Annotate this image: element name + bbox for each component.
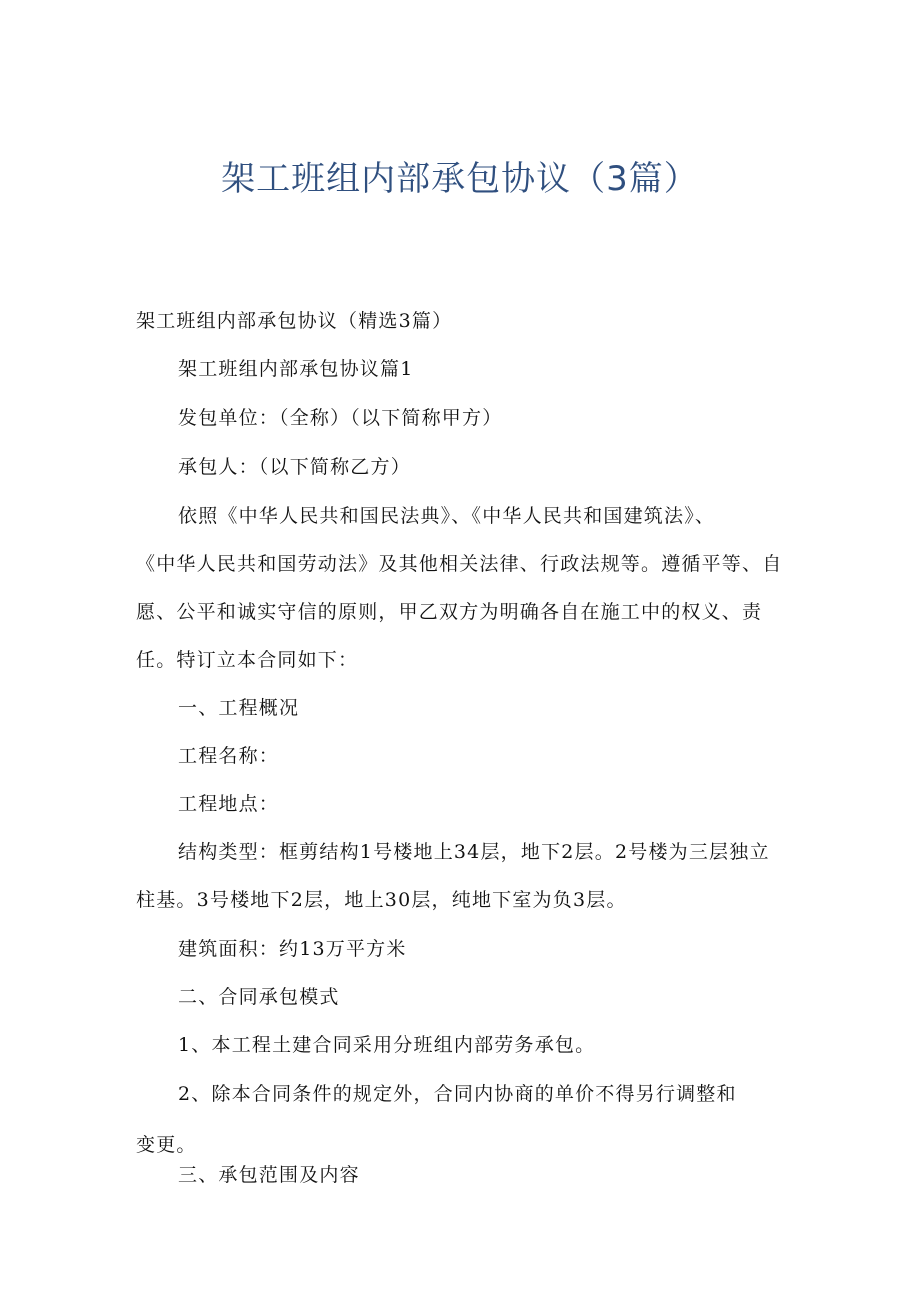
document-line: 三、承包范围及内容 (178, 1164, 360, 1186)
document-line: 结构类型：框剪结构1号楼地上34层，地下2层。2号楼为三层独立 (178, 841, 770, 863)
document-line: 2、除本合同条件的规定外，合同内协商的单价不得另行调整和 (178, 1083, 737, 1105)
document-line: 愿、公平和诚实守信的原则，甲乙双方为明确各自在施工中的权义、责 (136, 601, 763, 623)
document-line: 《中华人民共和国劳动法》及其他相关法律、行政法规等。遵循平等、自 (136, 553, 783, 575)
document-line: 建筑面积：约13万平方米 (178, 938, 407, 960)
document-line: 1、本工程土建合同采用分班组内部劳务承包。 (178, 1034, 596, 1056)
document-line: 任。特订立本合同如下： (136, 649, 359, 671)
document-line: 一、工程概况 (178, 697, 300, 719)
document-line: 柱基。3号楼地下2层，地上30层，纯地下室为负3层。 (136, 889, 627, 911)
document-line: 架工班组内部承包协议篇1 (178, 358, 414, 380)
document-title: 架工班组内部承包协议（3篇） (221, 159, 699, 199)
document-line: 发包单位：（全称）（以下简称甲方） (178, 407, 503, 429)
document-line: 依照《中华人民共和国民法典》、《中华人民共和国建筑法》、 (178, 505, 716, 527)
document-line: 二、合同承包模式 (178, 986, 340, 1008)
document-line: 变更。 (136, 1134, 197, 1156)
document-line: 架工班组内部承包协议（精选3篇） (136, 310, 453, 332)
document-line: 工程地点： (178, 793, 280, 815)
document-line: 工程名称： (178, 745, 280, 767)
document-line: 承包人：（以下简称乙方） (178, 456, 411, 478)
